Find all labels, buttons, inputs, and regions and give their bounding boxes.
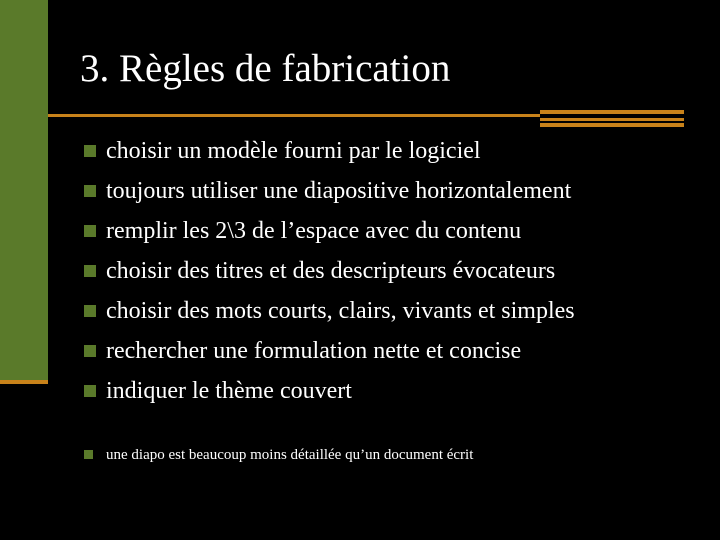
left-bar-orange-edge bbox=[0, 380, 48, 384]
bullet-text: remplir les 2\3 de l’espace avec du contenu bbox=[106, 218, 522, 244]
bullet-item bbox=[84, 331, 575, 371]
bullet-item bbox=[84, 171, 575, 211]
square-bullet-icon bbox=[84, 145, 96, 157]
square-bullet-icon bbox=[84, 225, 96, 237]
footnote-text: une diapo est beaucoup moins détaillée qu’un document écrit bbox=[106, 447, 474, 463]
bullet-text: rechercher une formulation nette et concise bbox=[106, 338, 522, 364]
left-accent-bar bbox=[0, 0, 48, 384]
bullet-item bbox=[84, 371, 575, 411]
square-bullet-icon bbox=[84, 385, 96, 397]
square-bullet-icon bbox=[84, 345, 96, 357]
square-bullet-icon bbox=[84, 305, 96, 317]
bullet-item bbox=[84, 251, 575, 291]
bullet-item bbox=[84, 291, 575, 331]
square-bullet-icon bbox=[84, 265, 96, 277]
slide-title: 3. Règles de fabrication bbox=[80, 47, 451, 90]
bullet-text: choisir des mots courts, clairs, vivants et simples bbox=[106, 298, 575, 324]
bullet-text: choisir un modèle fourni par le logiciel bbox=[106, 138, 481, 164]
bullet-text: toujours utiliser une diapositive horizontalement bbox=[106, 178, 572, 204]
bullet-text: indiquer le thème couvert bbox=[106, 378, 352, 404]
bullet-text: choisir des titres et des descripteurs évocateurs bbox=[106, 258, 556, 284]
bullet-item bbox=[84, 131, 575, 171]
bullet-item bbox=[84, 211, 575, 251]
title-divider-block bbox=[540, 110, 684, 127]
footnote-bullet bbox=[84, 445, 473, 465]
square-bullet-icon bbox=[84, 185, 96, 197]
square-bullet-icon bbox=[84, 450, 93, 459]
bullet-list bbox=[84, 131, 575, 411]
